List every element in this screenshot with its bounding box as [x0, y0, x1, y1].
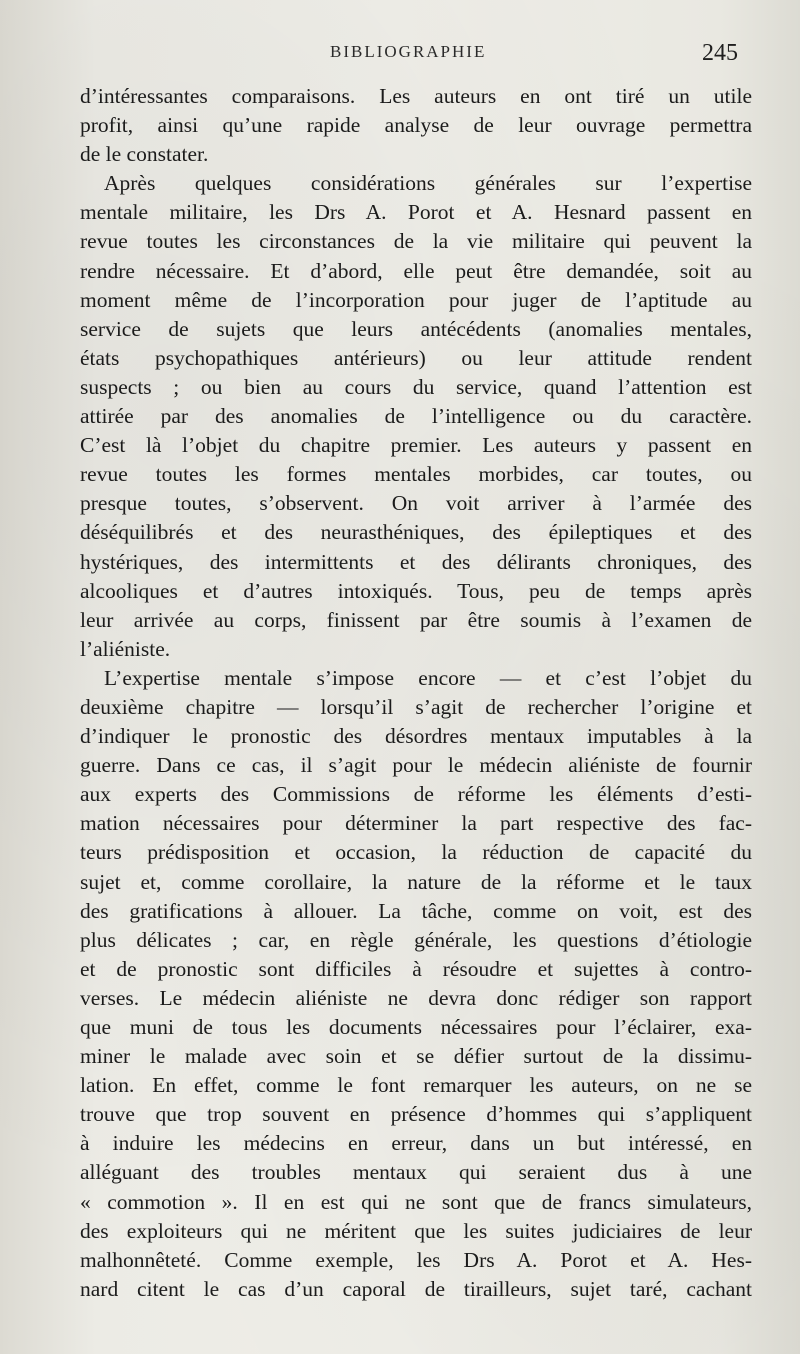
text-line: revue toutes les circonstances de la vie militaire qui peuvent la [80, 229, 752, 254]
running-header [0, 40, 800, 80]
text-line: plus délicates ; car, en règle générale, les questions d’étiologie [80, 927, 752, 952]
text-line: d’indiquer le pronostic des désordres mentaux imputables à la [80, 724, 752, 749]
text-line: C’est là l’objet du chapitre premier. Les auteurs y passent en [80, 433, 752, 458]
text-line: profit, ainsi qu’une rapide analyse de leur ouvrage permettra [80, 113, 752, 138]
text-line: sujet et, comme corollaire, la nature de la réforme et le taux [80, 869, 752, 894]
text-line: service de sujets que leurs antécédents (anomalies mentales, [80, 316, 752, 341]
text-line: alcooliques et d’autres intoxiqués. Tous, peu de temps après [80, 578, 752, 603]
text-line: nard citent le cas d’un caporal de tirailleurs, sujet taré, cachant [80, 1276, 752, 1301]
text-line: guerre. Dans ce cas, il s’agit pour le médecin aliéniste de fournir [80, 753, 752, 778]
text-line: « commotion ». Il en est qui ne sont que de francs simulateurs, [80, 1189, 752, 1214]
text-line: Après quelques considérations générales sur l’expertise [104, 171, 752, 196]
text-line: attirée par des anomalies de l’intelligence ou du caractère. [80, 404, 752, 429]
text-line: lation. En effet, comme le font remarquer les auteurs, on ne se [80, 1073, 752, 1098]
text-line: presque toutes, s’observent. On voit arriver à l’armée des [80, 491, 752, 516]
text-line: mentale militaire, les Drs A. Porot et A. Hesnard passent en [80, 200, 752, 225]
text-line: que muni de tous les documents nécessaires pour l’éclairer, exa- [80, 1015, 752, 1039]
text-line: des gratifications à allouer. La tâche, comme on voit, est des [80, 898, 752, 923]
text-line: déséquilibrés et des neurasthéniques, des épileptiques et des [80, 520, 752, 545]
page-number: 245 [702, 40, 738, 66]
text-line: miner le malade avec soin et se défier surtout de la dissimu- [80, 1044, 752, 1069]
running-title: BIBLIOGRAPHIE [330, 42, 487, 61]
text-line: verses. Le médecin aliéniste ne devra donc rédiger son rapport [80, 985, 752, 1010]
text-line: à induire les médecins en erreur, dans un but intéressé, en [80, 1131, 752, 1156]
body-text [80, 82, 752, 1304]
text-line: leur arrivée au corps, finissent par être soumis à l’examen de [80, 607, 752, 632]
text-line: revue toutes les formes mentales morbides, car toutes, ou [80, 462, 752, 487]
text-line: trouve que trop souvent en présence d’hommes qui s’appliquent [80, 1102, 752, 1127]
text-line: et de pronostic sont difficiles à résoudre et sujettes à contro- [80, 956, 752, 981]
text-line: mation nécessaires pour déterminer la part respective des fac- [80, 811, 752, 836]
text-line: suspects ; ou bien au cours du service, quand l’attention est [80, 374, 752, 399]
text-line: moment même de l’incorporation pour juger de l’aptitude au [80, 287, 752, 312]
text-line: de le constater. [80, 142, 209, 167]
text-line: d’intéressantes comparaisons. Les auteurs en ont tiré un utile [80, 84, 752, 108]
text-line: alléguant des troubles mentaux qui seraient dus à une [80, 1160, 752, 1185]
text-line: teurs prédisposition et occasion, la réduction de capacité du [80, 840, 752, 865]
text-line: hystériques, des intermittents et des délirants chroniques, des [80, 549, 752, 574]
text-line: aux experts des Commissions de réforme les éléments d’esti- [80, 782, 752, 807]
text-line: des exploiteurs qui ne méritent que les suites judiciaires de leur [80, 1218, 752, 1243]
text-line: deuxième chapitre — lorsqu’il s’agit de rechercher l’origine et [80, 694, 752, 719]
text-line: rendre nécessaire. Et d’abord, elle peut être demandée, soit au [80, 258, 752, 283]
text-line: L’expertise mentale s’impose encore — et c’est l’objet du [104, 665, 752, 690]
text-line: l’aliéniste. [80, 636, 171, 661]
text-line: états psychopathiques antérieurs) ou leur attitude rendent [80, 345, 752, 370]
text-line: malhonnêteté. Comme exemple, les Drs A. Porot et A. Hes- [80, 1247, 752, 1272]
